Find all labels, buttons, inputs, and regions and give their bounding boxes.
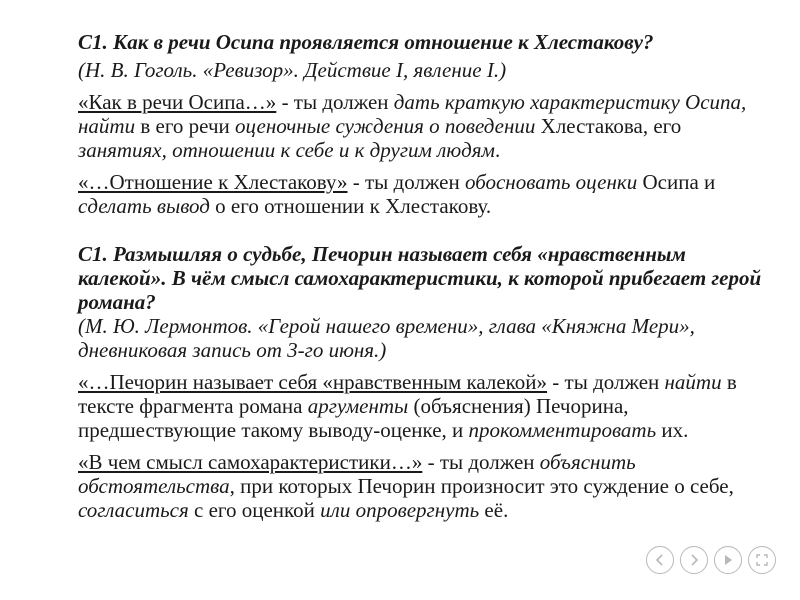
fullscreen-icon[interactable] [748, 546, 776, 574]
slide-content [78, 30, 768, 522]
text: - ты должен [547, 370, 665, 394]
emphasis: сделать вывод [78, 194, 210, 218]
emphasis: занятиях, отношении к себе и к другим людям [78, 138, 495, 162]
question-2: С1. Размышляя о судьбе, Печорин называет себя «нравственным калекой». В чём смысл самохарактеристики, к которой прибегает герой романа? [78, 242, 762, 314]
emphasis: оценочные суждения о поведении [235, 114, 536, 138]
text: , при которых Печорин произносит это суждение о себе, [229, 474, 734, 498]
text: Осипа и [637, 170, 716, 194]
text: их. [656, 418, 689, 442]
source-2: (М. Ю. Лермонтов. «Герой нашего времени», глава «Княжна Мери», дневниковая запись от 3-го июня.) [78, 314, 695, 362]
emphasis: найти [664, 370, 722, 394]
emphasis: аргументы [307, 394, 409, 418]
text: её. [479, 498, 509, 522]
text: (объяснения) Печорина, предшествующие такому выводу-оценке, и [78, 394, 629, 442]
text: с его оценкой [188, 498, 321, 522]
quote: «…Печорин называет себя «нравственным калекой» [78, 370, 548, 394]
play-icon[interactable] [714, 546, 742, 574]
text: в его речи [135, 114, 236, 138]
text: в тексте фрагмента романа [78, 370, 737, 418]
emphasis: или опровергнуть [320, 498, 480, 522]
paragraph-2-2 [78, 450, 768, 522]
prev-icon[interactable] [646, 546, 674, 574]
emphasis: прокомментировать [468, 418, 657, 442]
paragraph-1-1 [78, 90, 768, 162]
text: о его отношении к Хлестакову. [209, 194, 492, 218]
next-icon[interactable] [680, 546, 708, 574]
text: - ты должен [422, 450, 540, 474]
paragraph-1-2 [78, 170, 768, 218]
text: . [494, 138, 501, 162]
question-1: С1. Как в речи Осипа проявляется отношение к Хлестакову? [78, 30, 654, 54]
quote: «Как в речи Осипа…» [78, 90, 277, 114]
emphasis: согласиться [78, 498, 189, 522]
text: - ты должен [276, 90, 394, 114]
text: Хлестакова, его [535, 114, 682, 138]
source-1: (Н. В. Гоголь. «Ревизор». Действие I, явление I.) [78, 58, 507, 82]
paragraph-2-1 [78, 370, 768, 442]
emphasis: объяснить обстоятельства [78, 450, 636, 498]
emphasis: дать краткую характеристику Осипа, найти [78, 90, 747, 138]
quote: «…Отношение к Хлестакову» [78, 170, 348, 194]
emphasis: обосновать оценки [464, 170, 638, 194]
slideshow-controls [646, 546, 776, 574]
quote: «В чем смысл самохарактеристики…» [78, 450, 423, 474]
text: - ты должен [347, 170, 465, 194]
